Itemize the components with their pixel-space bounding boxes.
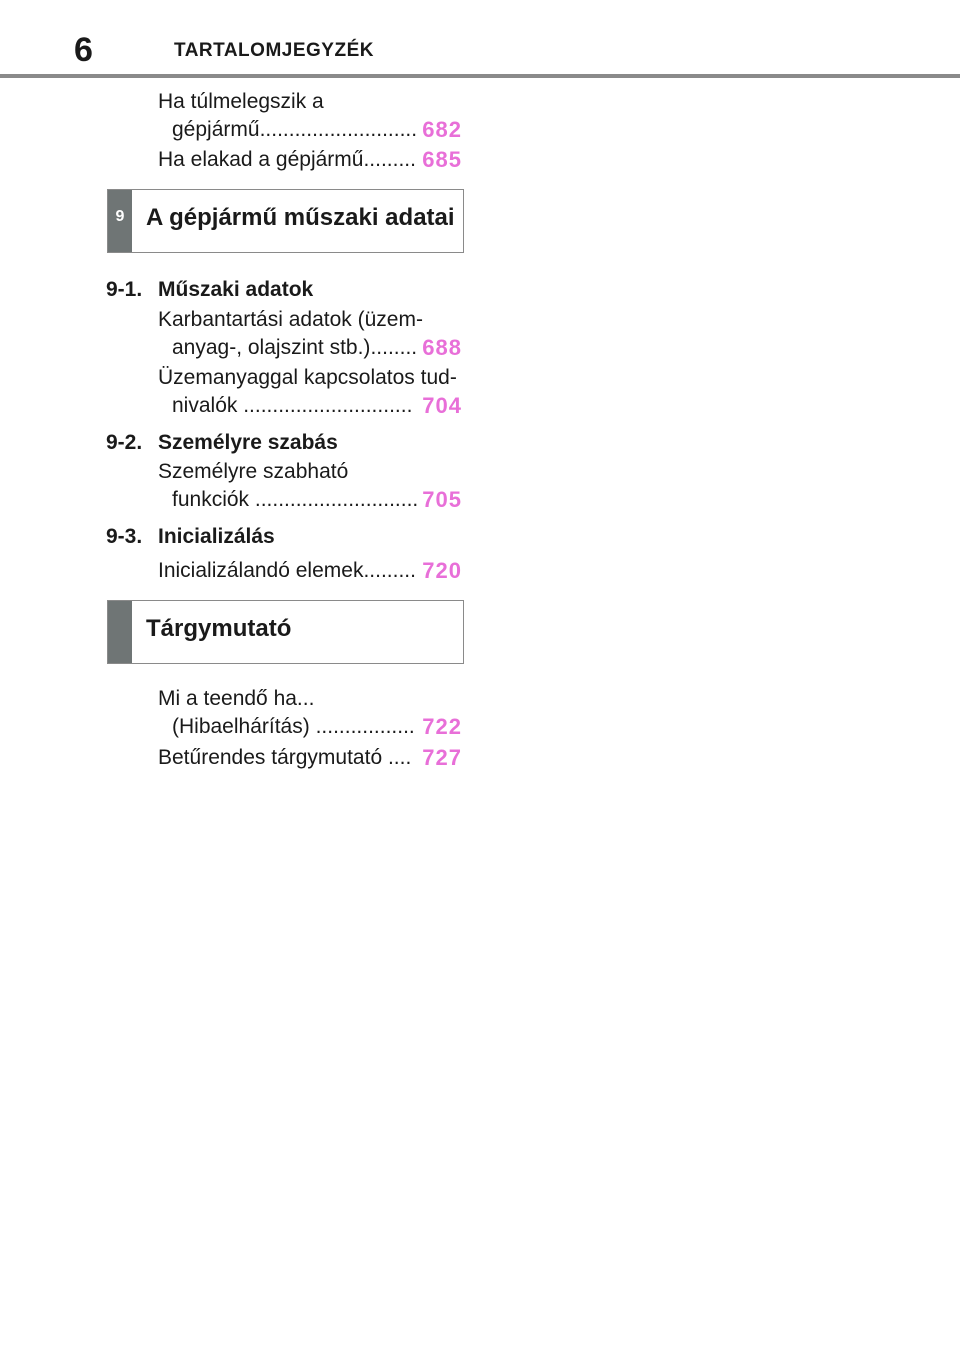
section-title: Inicializálás <box>158 525 275 548</box>
section-title: Személyre szabás <box>158 431 338 454</box>
chapter-tab-number: 9 <box>115 208 125 225</box>
toc-entry-text: gépjármű........................... <box>172 118 418 141</box>
page-number: 6 <box>74 31 93 69</box>
toc-page-link[interactable]: 688 <box>422 335 462 360</box>
index-heading-box[interactable] <box>107 600 464 664</box>
toc-entry-text: Betűrendes tárgymutató .... <box>158 746 412 769</box>
header-divider <box>0 74 960 78</box>
toc-entry[interactable] <box>158 486 462 514</box>
toc-entry-text: funkciók ............................ <box>172 488 419 511</box>
toc-entry[interactable] <box>158 392 462 420</box>
toc-entry-text: nivalók ............................. <box>172 394 413 417</box>
toc-page-link[interactable]: 685 <box>422 147 462 172</box>
section-number: 9-2. <box>106 431 143 454</box>
chapter-tab <box>108 601 132 663</box>
toc-entry-text: (Hibaelhárítás) ................. <box>172 715 415 738</box>
toc-entry[interactable] <box>158 146 462 174</box>
chapter-title: A gépjármű műszaki adatai <box>146 204 455 231</box>
toc-entry[interactable] <box>158 557 462 585</box>
section-heading[interactable] <box>106 523 275 551</box>
toc-entry[interactable] <box>158 744 462 772</box>
section-number: 9-3. <box>106 525 143 548</box>
toc-entry-text: Inicializálandó elemek......... <box>158 559 416 582</box>
toc-entry-text: anyag-, olajszint stb.)........ <box>172 336 418 359</box>
section-heading[interactable] <box>106 429 338 457</box>
header-title: TARTALOMJEGYZÉK <box>174 40 374 61</box>
toc-entry-text: Ha elakad a gépjármű......... <box>158 148 416 171</box>
toc-entry[interactable] <box>158 713 462 741</box>
toc-entry[interactable] <box>158 334 462 362</box>
toc-page-link[interactable]: 722 <box>422 714 462 739</box>
page-header <box>0 0 960 80</box>
toc-entry-line: Személyre szabható <box>158 460 349 483</box>
toc-entry-line: Karbantartási adatok (üzem- <box>158 308 423 331</box>
section-heading[interactable] <box>106 276 313 304</box>
section-number: 9-1. <box>106 278 143 301</box>
toc-page-link[interactable]: 682 <box>422 117 462 142</box>
toc-page-link[interactable]: 705 <box>422 487 462 512</box>
toc-entry-line: Mi a teendő ha... <box>158 687 315 710</box>
toc-entry-line: Ha túlmelegszik a <box>158 90 324 113</box>
toc-page-link[interactable]: 727 <box>422 745 462 770</box>
toc-entry-line: Üzemanyaggal kapcsolatos tud- <box>158 366 457 389</box>
toc-page-link[interactable]: 720 <box>422 558 462 583</box>
section-title: Műszaki adatok <box>158 278 314 301</box>
toc-page-link[interactable]: 704 <box>422 393 462 418</box>
toc-entry[interactable] <box>158 116 462 144</box>
chapter-heading-box[interactable] <box>107 189 464 253</box>
index-title: Tárgymutató <box>146 615 292 642</box>
